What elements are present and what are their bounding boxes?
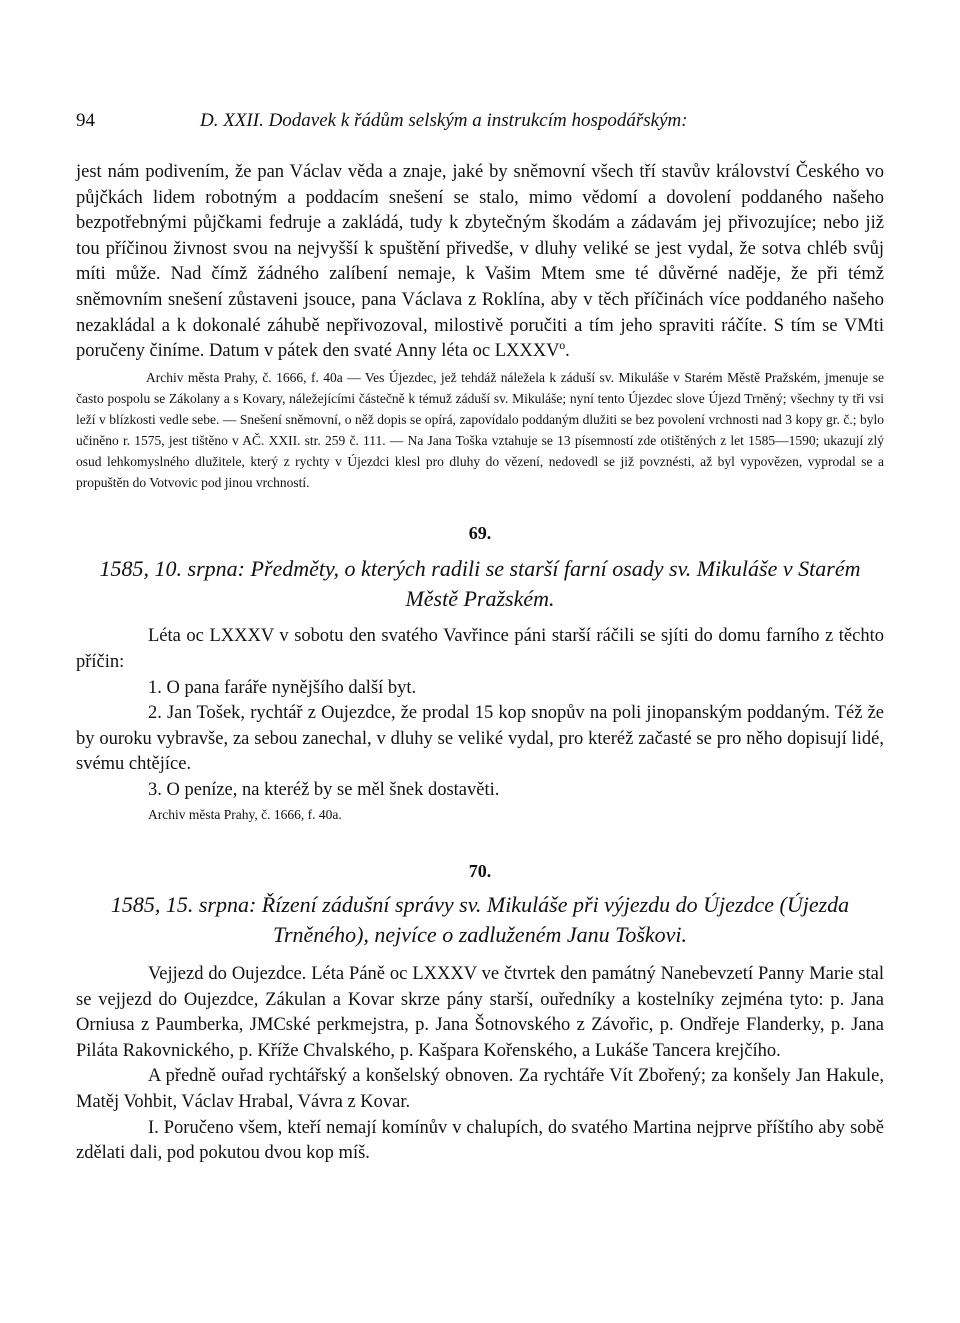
doc69-source: Archiv města Prahy, č. 1666, f. 40a. [148,806,342,822]
doc70-paragraph-3: I. Poručeno všem, kteří nemají komínův v chalupích, do svatého Martina nejprve příštího aby sobě zdělati dali, pod pokutou dvou kop míš. [76,1117,884,1164]
doc70-title: 1585, 15. srpna: Řízení zádušní správy sv. Mikuláše při výjezdu do Újezdce (Újezda Trněného), nejvíce o zadluženém Janu Toškovi. [110,892,850,948]
doc69-title: 1585, 10. srpna: Předměty, o kterých radili se starší farní osady sv. Mikuláše v Starém Městě Pražském. [99,556,861,612]
doc70-number: 70. [468,860,492,881]
page-body [76,160,884,1167]
intro-paragraph: jest nám podivením, že pan Václav věda a znaje, jaké by sněmovní všech tří stavův království Českého vo půjčkách lidem robotným a poddacím snešení se stalo, mimo vědomí a dovolení poddaného našeho bezpotřebnými půjčkami fedruje a zakládá, tudy k zbytečným škodám a zádavám jej přivozujíce; nebo již tou příčinou živnost svou na nejvyšší k spuštění přivedše, v dluhy veliké se jest vydal, že sotva chléb svůj míti může. Nad čímž žádného zalíbení nemaje, k Vašim Mtem sme té důvěrné naděje, že při témž sněmovním snešení zůstaveni jsouce, pana Václava z Roklína, aby v těch příčinách více poddaného našeho nezakládal a k dokonalé záhubě nepřivozoval, milostivě poručiti a tím jeho spraviti ráčíte. S tím se VMti poručeny činíme. Datum v pátek den svaté Anny léta oc LXXXVº. [76,162,884,362]
doc70-paragraph-2: A předně ouřad rychtářský a konšelský obnoven. Za rychtáře Vít Zbořený; za konšely Jan Hakule, Matěj Vohbit, Václav Hrabal, Vávra z Kovar. [76,1066,884,1113]
doc69-item-2: 2. Jan Tošek, rychtář z Oujezdce, že prodal 15 kop snopův na poli jinopanským poddaným. Též že by ouroku vybravše, za sebou zanechal, v dluhy se veliké vydal, pro kteréž začasté se pro něho dopisují lidé, svému chtějíce. [76,703,884,775]
doc69-item-1: 1. O pana faráře nynějšího další byt. [148,677,417,698]
running-head: D. XXII. Dodavek k řádům selským a instrukcím hospodářským: [200,110,688,131]
doc69-number: 69. [468,522,492,543]
page-number: 94 [76,110,95,131]
doc69-item-3: 3. O peníze, na kteréž by se měl šnek dostavěti. [148,779,500,800]
doc70-paragraph-1: Vejjezd do Oujezdce. Léta Páně oc LXXXV ve čtvrtek den památný Nanebevzetí Panny Marie stal se vejjezd do Oujezdce, Zákulan a Kovar skrze pány starší, ouředníky a kostelníky zejména tyto: p. Jana Orniusa z Paumberka, JMCské perkmejstra, p. Jana Šotnovského z Závořic, p. Ondřeje Flanderky, p. Jana Piláta Rakovnického, p. Kříže Chvalského, p. Kašpara Kořenského, a Lukáše Tancera krejčího. [76,964,884,1061]
doc69-lead: Léta oc LXXXV v sobotu den svatého Vavřince páni starší ráčili se sjíti do domu farního z těchto příčin: [76,626,884,672]
intro-note: Archiv města Prahy, č. 1666, f. 40a — Ves Újezdec, jež tehdáž náležela k záduší sv. Mikuláše v Starém Městě Pražském, jmenuje se často pospolu se Zákolany a s Kovary, náležejícími částečně k témuž záduší sv. Mikuláše; nyní tento Újezdec slove Újezd Trněný; všechny ty tři vsi leží v blízkosti vedle sebe. — Snešení sněmovní, o něž dopis se opírá, zapovídalo poddaným dlužiti se bez povolení vrchnosti nad 3 kopy gr. č.; bylo učiněno r. 1575, jest tištěno v AČ. XXII. str. 259 č. 111. — Na Jana Toška vztahuje se 13 písemností zde otištěných z let 1585—1590; ukazují zlý osud lehkomyslného dlužitele, který z rychty v Újezdci klesl pro dluhy do vězení, nedovedl se již povznésti, až byl vypovězen, vyprodal se a propuštěn do Votvovic pod jinou vrchností. [76,369,884,490]
